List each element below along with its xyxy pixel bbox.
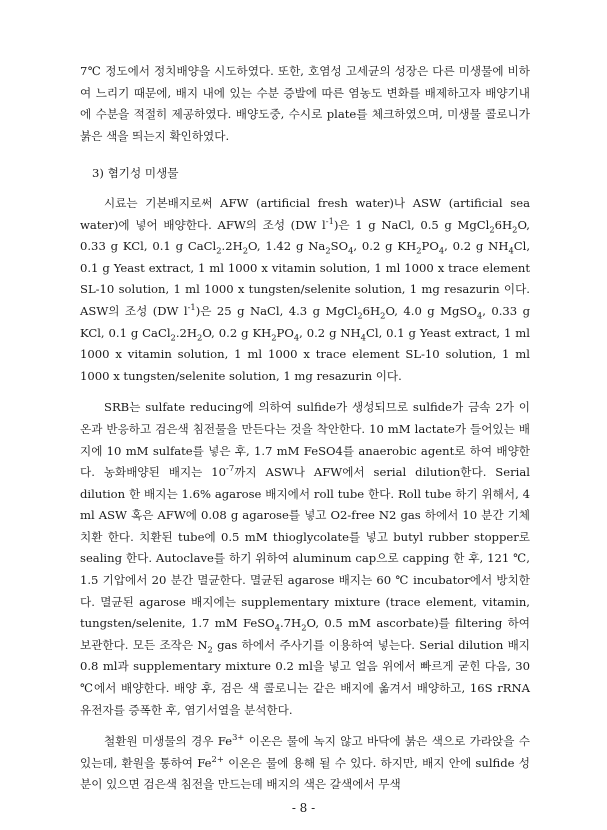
section-heading-anaerobic: 3) 혐기성 미생물 <box>92 166 179 181</box>
body-text <box>80 61 530 796</box>
paragraph-iron-reducing: 철환원 미생물의 경우 $Fe^{3+}$ 이온은 물에 녹지 않고 바닥에 붉은 색으로 가라앉을 수 있는데, 환원을 통하여 $Fe^{2+}$ 이온은 물에 용해 될 수 있다. 하지만, 배지 안에 sulfide 성분이 있으면 검은색 침전을 만드는데 배지의 색은 갈색에서 무색 <box>80 732 530 792</box>
paragraph-culture-note: 7℃ 정도에서 정치배양을 시도하였다. 또한, 호염성 고세균의 성장은 다른 미생물에 비하여 느리기 때문에, 배지 내에 있는 수분 증발에 따른 염농도 변화를 배제하고자 배양기내에 수분을 적절히 제공하였다. 배양도중, 수시로 plate를 체크하였으며, 미생물 콜로니가 붉은 색을 띄는지 확인하였다. <box>80 64 530 143</box>
paragraph-srb-method: SRB는 sulfate reducing에 의하여 sulfide가 생성되므로 sulfide가 금속 2가 이온과 반응하고 검은색 침전물을 만든다는 것을 착안한다. 10 mM lactate가 들어있는 배지에 10 mM sulfate를 넣은 후, 1.7 mM FeSO4를 anaerobic agent로 하여 배양한다. 농화배양된 배지는 $10^{-7}$까지 ASW나 AFW에서 serial dilution한다. Serial dilution 한 배지는 1.6% agarose 배지에서 roll tube 한다. Roll tube 하기 위해서, 4 ml ASW 혹은 AFW에 0.08 g agarose를 넣고 O2-free N2 gas 하에서 10 분간 기체 치환 한다. 치환된 tube에 0.5 mM thioglycolate를 넣고 butyl rubber stopper로 sealing 한다. Autoclave를 하기 위하여 aluminum cap으로 capping 한 후, 121 ℃, 1.5 기압에서 20 분간 멸균한다. 멸균된 agarose 배지는 60 ℃ incubator에서 방치한다. 멸균된 agarose 배지에는 supplementary mixture (trace element, vitamin, tungsten/selenite, 1.7 mM $FeSO_4.7H_2O$, 0.5 mM ascorbate)를 filtering 하여 보관한다. 모든 조작은 $N_2$ gas 하에서 주사기를 이용하여 넣는다. Serial dilution 배지 0.8 ml과 supplementary mixture 0.2 ml을 넣고 얼음 위에서 빠르게 굳힌 다음, 30 ℃에서 배양한다. 배양 후, 검은 색 콜로니는 같은 배지에 옮겨서 배양하고, 16S rRNA 유전자를 증폭한 후, 염기서열을 분석한다. <box>80 400 531 717</box>
page-number: - 8 - <box>291 801 316 815</box>
paragraph-medium-composition: 시료는 기본배지로써 AFW (artificial fresh water)나 ASW (artificial sea water)에 넣어 배양한다. AFW의 조성 (DW $l^{-1}$)은 1 g NaCl, 0.5 g $MgCl_26H_2O$, 0.33 g KCl, 0.1 g $CaCl_2.2H_2O$, 1.42 g $Na_2SO_4$, 0.2 g $KH_2PO_4$, 0.2 g $NH_4Cl$, 0.1 g Yeast extract, 1 ml 1000 x vitamin solution, 1 ml 1000 x trace element SL-10 solution, 1 ml 1000 x tungsten/selenite solution, 1 mg resazurin 이다. ASW의 조성 (DW $l^{-1}$)은 25 g NaCl, 4.3 g $MgCl_26H_2O$, 4.0 g MgSO$_4$, 0.33 g KCl, 0.1 g $CaCl_2.2H_2O$, 0.2 g $KH_2PO_4$, 0.2 g $NH_4Cl$, 0.1 g Yeast extract, 1 ml 1000 x vitamin solution, 1 ml 1000 x trace element SL-10 solution, 1 ml 1000 x tungsten/selenite solution, 1 mg resazurin 이다. <box>80 195 531 383</box>
